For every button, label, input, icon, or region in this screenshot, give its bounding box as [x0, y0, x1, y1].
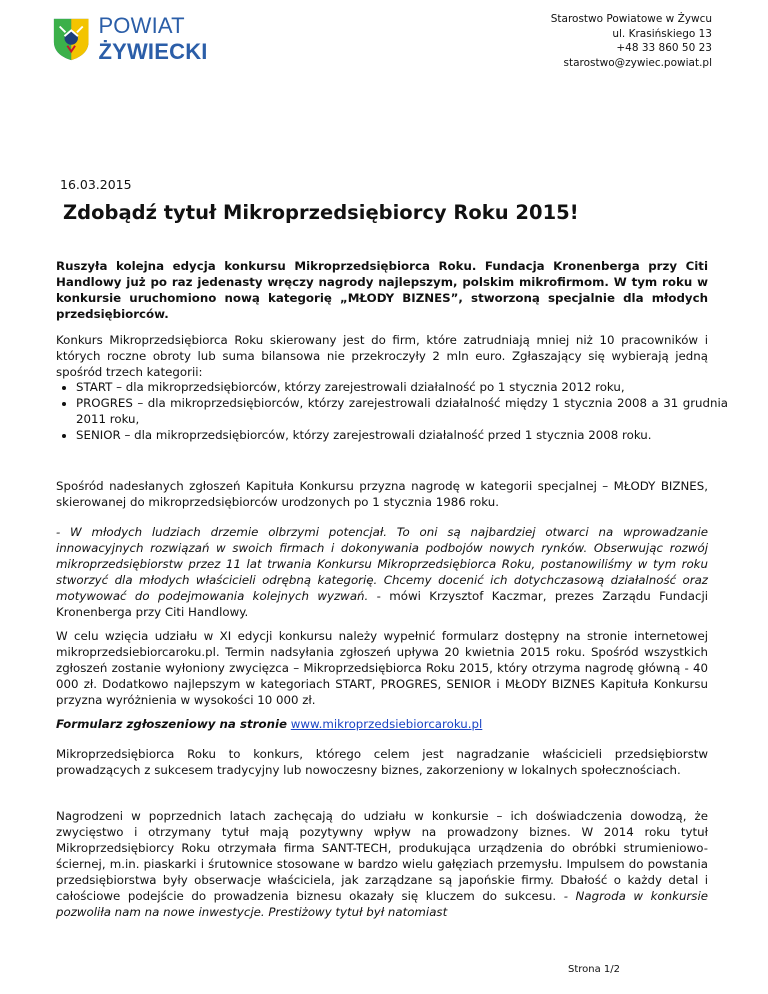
- page-number: Strona 1/2: [568, 964, 621, 975]
- category-progres: • PROGRES – dla mikroprzedsiębiorców, którzy zarejestrowali działalność między 1 stycznia 2008 a 31 grudnia 2011 roku,: [76, 395, 728, 427]
- logo-text: POWIAT ŻYWIECKI: [98, 13, 208, 64]
- paragraph-quote: [56, 524, 708, 620]
- contact-phone: +48 33 860 50 23: [616, 42, 712, 54]
- form-line: [56, 716, 708, 732]
- contact-office: Starostwo Powiatowe w Żywcu: [550, 13, 712, 25]
- paragraph-winners: Nagrodzeni w poprzednich latach zachęcają do udziału w konkursie – ich doświadczenia dowodzą, że zwycięstwo i otrzymany tytuł mają pozytywny wpływ na prowadzony biznes. W 2014 roku tytuł Mikroprzedsiębiorcy Roku otrzymała firma SANT-TECH, produkująca urządzenia do obróbki strumieniowo-ściernej, m.in. piaskarki i śrutownice stosowane w bardzo wielu gałęziach przemysłu. Impulsem do powstania przedsiębiorstwa były obserwacje właściciela, jak zarządzane są japońskie firmy. Dbałość o każdy detal i całościowe podejście do prowadzenia biznesu okazały się kluczem do sukcesu. - Nagroda w konkursie pozwoliła nam na nowe inwestycje. Prestiżowy tytuł był natomiast: [56, 809, 708, 919]
- contact-email: starostwo@zywiec.powiat.pl: [563, 56, 712, 69]
- category-senior: • SENIOR – dla mikroprzedsiębiorców, którzy zarejestrowali działalność przed 1 stycznia 2008 roku.: [76, 427, 728, 443]
- quote-attribution: - mówi Krzysztof Kaczmar, prezes Zarządu Fundacji Kronenberga przy Citi Handlowy.: [56, 589, 708, 619]
- winner-quote: - Nagroda w konkursie pozwoliła nam na nowe inwestycje. Prestiżowy tytuł był natomiast: [56, 889, 708, 919]
- contact-block: [551, 12, 712, 70]
- paragraph-about: Mikroprzedsiębiorca Roku to konkurs, którego celem jest nagradzanie właścicieli przedsiębiorstw prowadzących z sukcesem tradycyjny lub nowoczesny biznes, zakorzeniony w lokalnych społecznościach.: [56, 747, 708, 777]
- paragraph-mlody-biznes: Spośród nadesłanych zgłoszeń Kapituła Konkursu przyzna nagrodę w kategorii specjalnej – MŁODY BIZNES, skierowanej do mikroprzedsiębiorców urodzonych po 1 stycznia 1986 roku.: [56, 479, 708, 509]
- article-date: 16.03.2015: [60, 177, 132, 192]
- paragraph-how-to-apply: W celu wzięcia udziału w XI edycji konkursu należy wypełnić formularz dostępny na stronie internetowej mikroprzedsiebiorcaroku.pl. Termin nadsyłania zgłoszeń upływa 20 kwietnia 2015 roku. Spośród wszystkich zgłoszeń zostanie wyłoniony zwycięzca – Mikroprzedsiębiorca Roku 2015, który otrzyma nagrodę główną - 40 000 zł. Dodatkowo najlepszym w kategoriach START, PROGRES, SENIOR i MŁODY BIZNES Kapituła Konkursu przyzna wyróżnienia w wysokości 10 000 zł.: [56, 629, 708, 707]
- coat-of-arms-icon: [52, 16, 90, 62]
- article-lead: Ruszyła kolejna edycja konkursu Mikroprzedsiębiorca Roku. Fundacja Kronenberga przy Citi Handlowy już po raz jedenasty wręczy nagrody najlepszym, polskim mikrofirmom. W tym roku w konkursie uruchomiono nową kategorię „MŁODY BIZNES”, stworzoną specjalnie dla młodych przedsiębiorców.: [56, 259, 708, 321]
- form-link[interactable]: www.mikroprzedsiebiorcaroku.pl: [290, 717, 483, 731]
- form-label: Formularz zgłoszeniowy na stronie: [56, 717, 288, 731]
- paragraph-intro: Konkurs Mikroprzedsiębiorca Roku skierowany jest do firm, które zatrudniają mniej niż 10 pracowników i których roczne obroty lub suma bilansowa nie przekroczyły 2 mln euro. Zgłaszający się wybierają jedną spośród trzech kategorii:: [56, 333, 708, 379]
- category-start: • START – dla mikroprzedsiębiorców, którzy zarejestrowali działalność po 1 stycznia 2012 roku,: [76, 379, 728, 395]
- quote-text: - W młodych ludziach drzemie olbrzymi potencjał. To oni są najbardziej otwarci na wprowadzanie innowacyjnych rozwiązań w swoich firmach i dokonywania podbojów nowych rynków. Obserwując rozwój mikroprzedsiębiorstw przez 11 lat trwania Konkursu Mikroprzedsiębiorca Roku, postanowiliśmy w tym roku stworzyć dla młodych właścicieli odrębną kategorię. Chcemy docenić ich dotychczasową działalność oraz motywować do podejmowania kolejnych wyzwań.: [56, 525, 708, 603]
- article-title: Zdobądź tytuł Mikroprzedsiębiorcy Roku 2015!: [63, 201, 579, 224]
- contact-address: ul. Krasińskiego 13: [612, 27, 712, 40]
- powiat-logo: [52, 14, 292, 64]
- category-list: [56, 379, 728, 443]
